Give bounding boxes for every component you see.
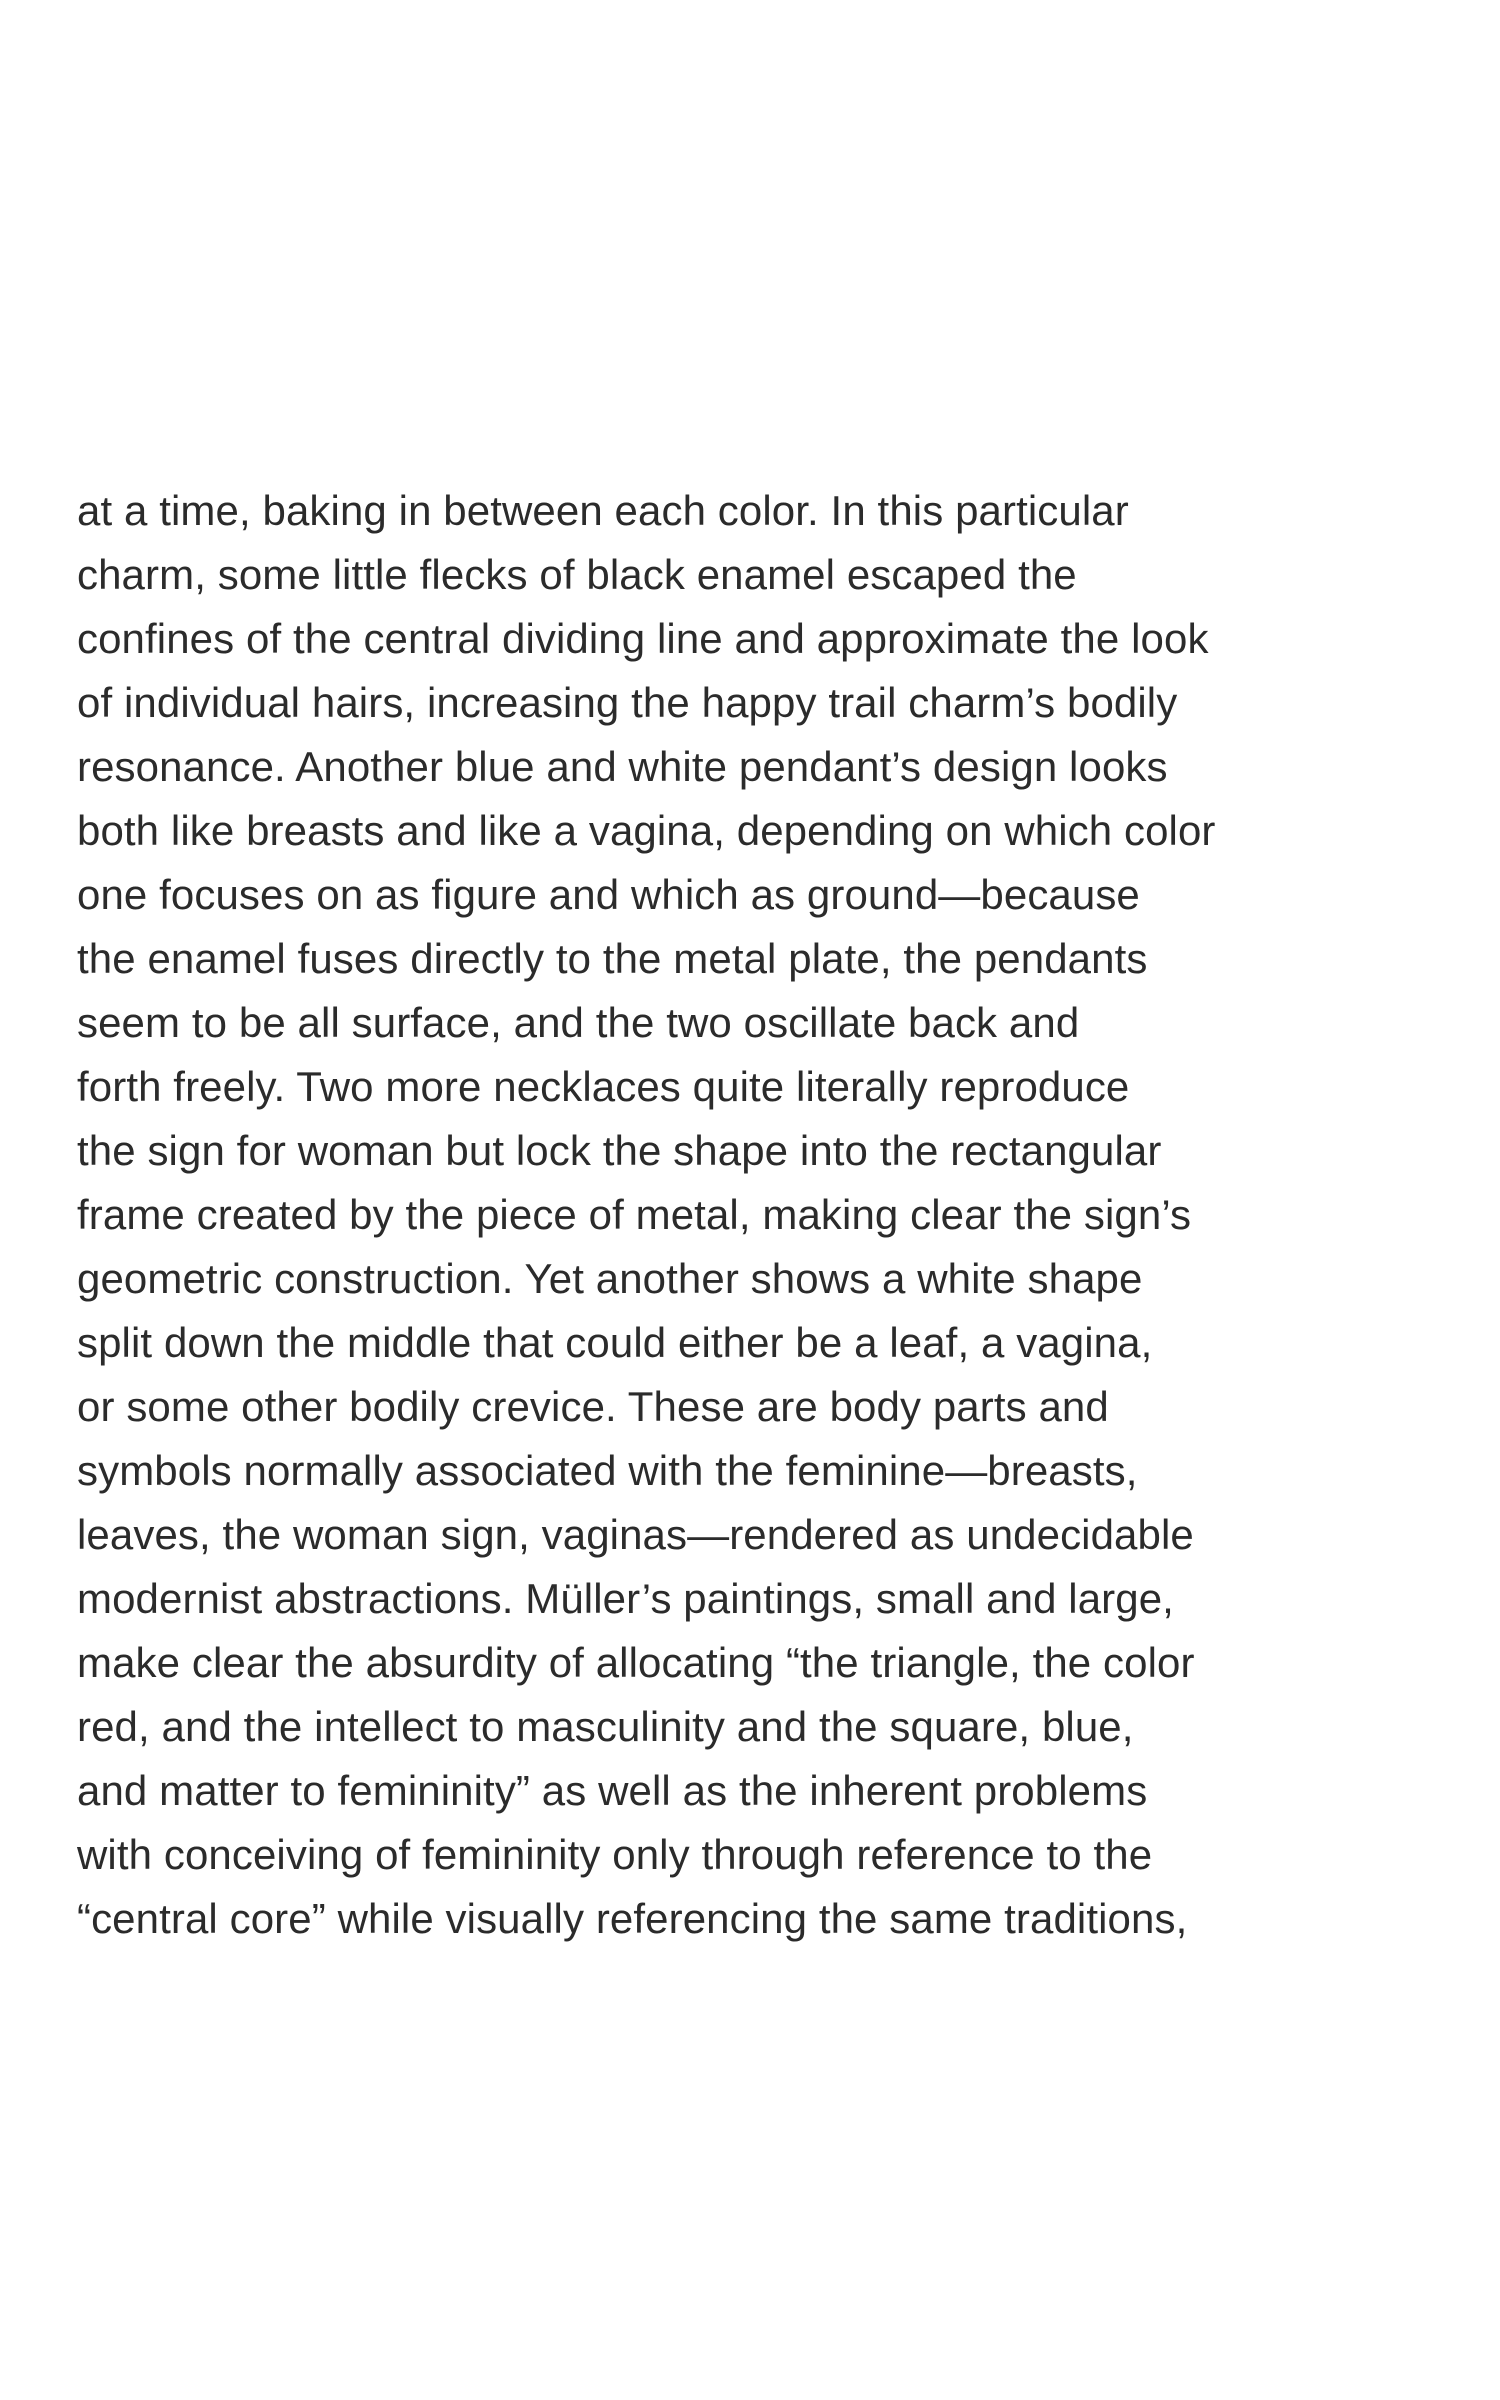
text-line: charm, some little flecks of black enamel escaped the (77, 551, 1077, 598)
text-line: both like breasts and like a vagina, depending on which color (77, 807, 1216, 854)
text-line: with conceiving of femininity only through reference to the (77, 1831, 1153, 1878)
text-line: modernist abstractions. Müller’s paintings, small and large, (77, 1575, 1174, 1622)
text-line: “central core” while visually referencing the same traditions, (77, 1895, 1188, 1942)
text-line: seem to be all surface, and the two oscillate back and (77, 999, 1080, 1046)
text-line: split down the middle that could either be a leaf, a vagina, (77, 1319, 1153, 1366)
text-line: forth freely. Two more necklaces quite literally reproduce (77, 1063, 1130, 1110)
text-line: or some other bodily crevice. These are body parts and (77, 1383, 1109, 1430)
text-line: geometric construction. Yet another shows a white shape (77, 1255, 1143, 1302)
text-line: one focuses on as figure and which as ground—because (77, 871, 1140, 918)
text-line: and matter to femininity” as well as the inherent problems (77, 1767, 1148, 1814)
text-line: frame created by the piece of metal, making clear the sign’s (77, 1191, 1192, 1238)
text-line: resonance. Another blue and white pendant’s design looks (77, 743, 1168, 790)
text-line: confines of the central dividing line and approximate the look (77, 615, 1209, 662)
text-line: the sign for woman but lock the shape into the rectangular (77, 1127, 1162, 1174)
body-text (77, 479, 1377, 1951)
text-line: of individual hairs, increasing the happy trail charm’s bodily (77, 679, 1178, 726)
text-line: red, and the intellect to masculinity and the square, blue, (77, 1703, 1134, 1750)
text-line: the enamel fuses directly to the metal plate, the pendants (77, 935, 1148, 982)
text-line: at a time, baking in between each color. In this particular (77, 487, 1129, 534)
text-line: make clear the absurdity of allocating “the triangle, the color (77, 1639, 1195, 1686)
text-line: leaves, the woman sign, vaginas—rendered as undecidable (77, 1511, 1194, 1558)
text-line: symbols normally associated with the feminine—breasts, (77, 1447, 1138, 1494)
